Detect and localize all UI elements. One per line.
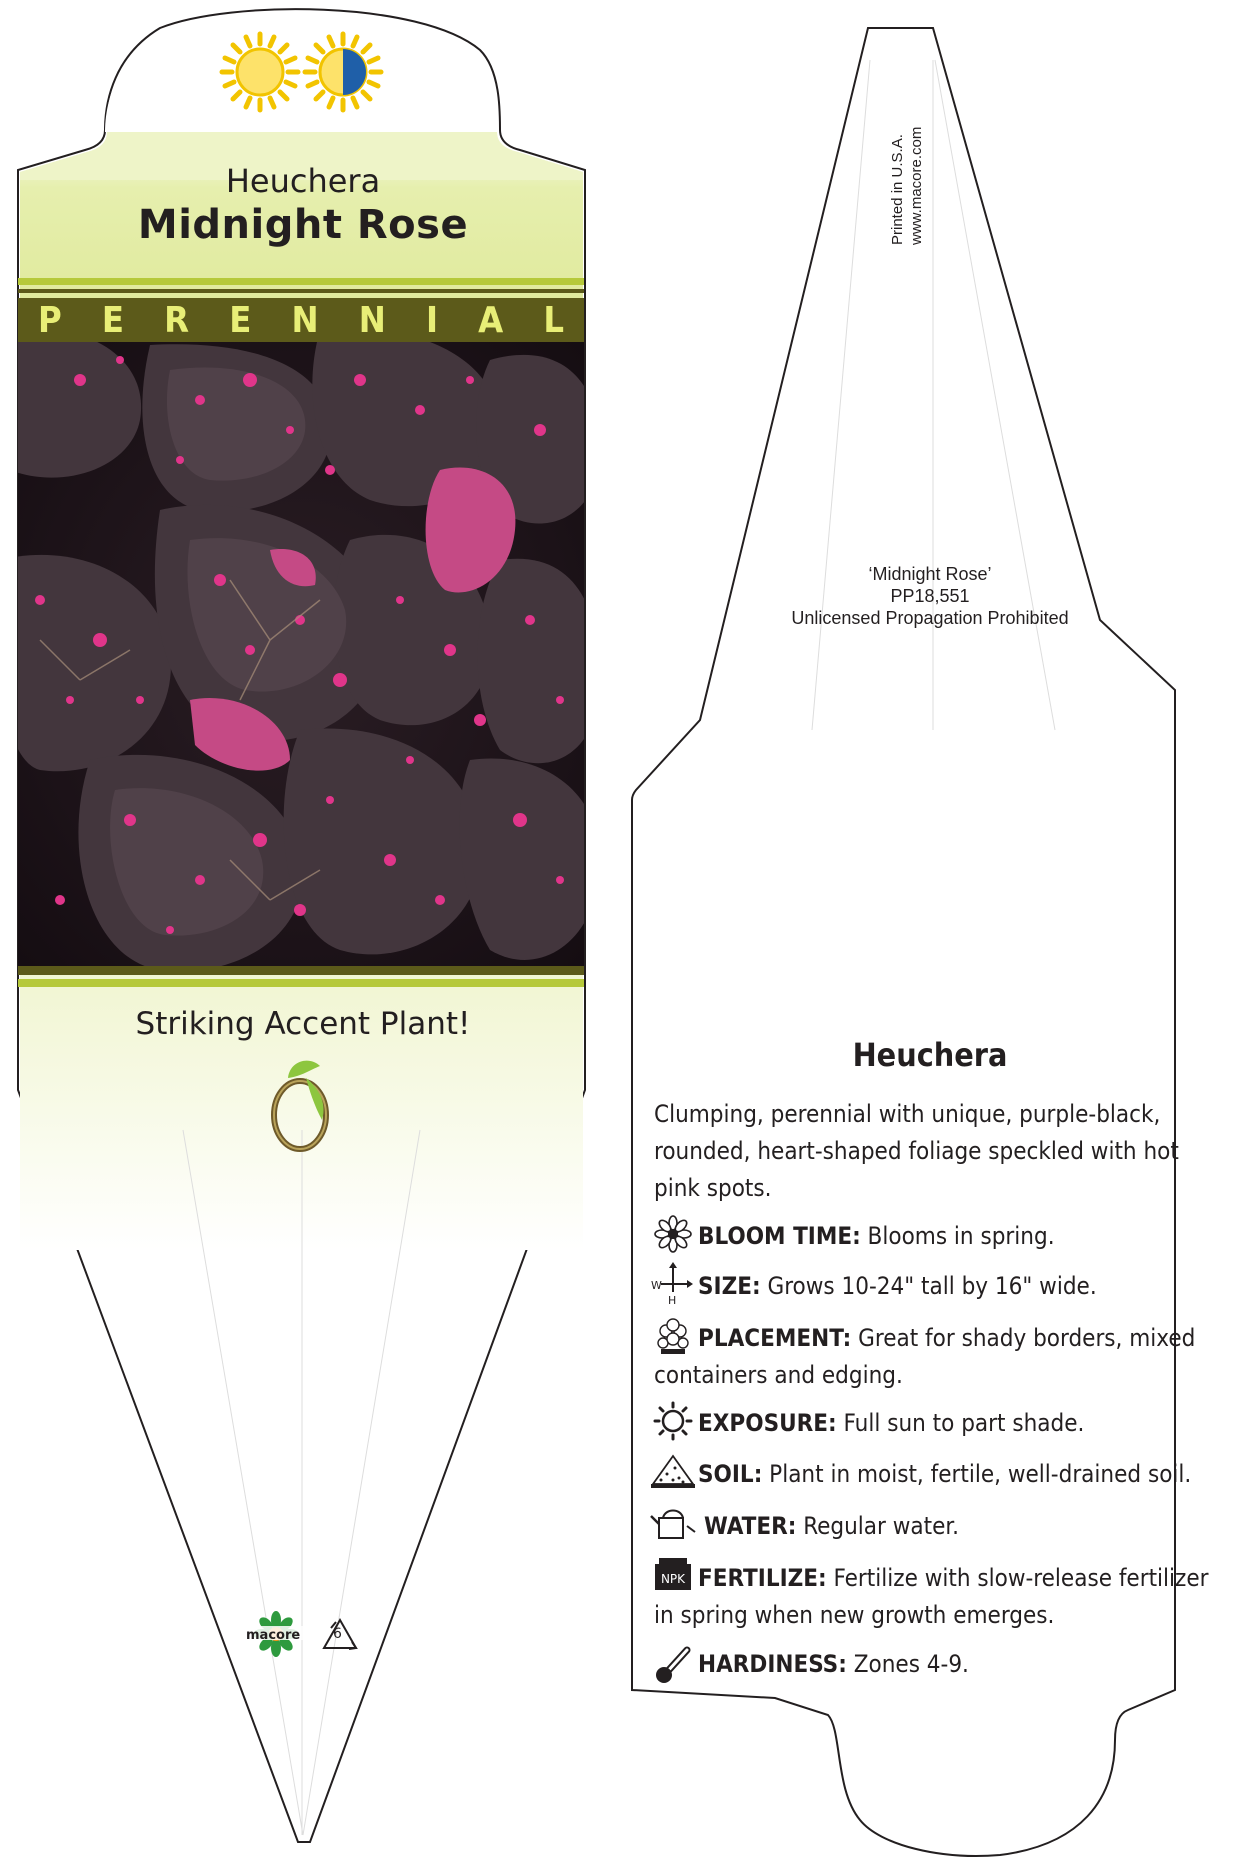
cultivar-name: Midnight Rose <box>137 202 469 248</box>
plant-photo <box>0 328 600 971</box>
info-bloom-time: BLOOM TIME: Blooms in spring. <box>698 1222 1055 1250</box>
tagline: Striking Accent Plant! <box>135 1006 471 1042</box>
category-letter: L <box>543 299 564 341</box>
part-shade-icon <box>305 34 381 110</box>
info-size: SIZE: Grows 10-24" tall by 16" wide. <box>698 1272 1097 1300</box>
genus-name: Heuchera <box>225 162 381 200</box>
patent-name: ‘Midnight Rose’ <box>868 564 992 584</box>
svg-text:W: W <box>651 1279 662 1292</box>
category-letter: E <box>229 299 252 341</box>
info-fertilize: FERTILIZE: Fertilize with slow-release fertilizer in spring when new growth emerges. <box>654 1564 1209 1629</box>
info-placement: PLACEMENT: Great for shady borders, mixed containers and edging. <box>654 1324 1196 1389</box>
category-letter: E <box>101 299 124 341</box>
patent-number: PP18,551 <box>890 586 970 606</box>
info-exposure: EXPOSURE: Full sun to part shade. <box>698 1409 1085 1437</box>
divider-stripe-top <box>18 278 584 285</box>
website: www.macore.com <box>908 126 925 245</box>
printed-notice <box>888 95 926 245</box>
category-letter: R <box>164 299 190 341</box>
svg-text:NPK: NPK <box>660 1572 686 1586</box>
category-letter: N <box>358 299 386 341</box>
printed-in: Printed in U.S.A. <box>889 134 906 245</box>
svg-text:H: H <box>668 1294 677 1307</box>
info-hardiness: HARDINESS: Zones 4-9. <box>698 1650 969 1678</box>
full-sun-icon <box>222 34 298 110</box>
category-band <box>18 298 584 342</box>
recycle-number: 6 <box>333 1626 342 1642</box>
category-letter: I <box>425 299 438 341</box>
info-water: WATER: Regular water. <box>704 1512 959 1540</box>
category-letter: N <box>291 299 319 341</box>
category-letter: P <box>38 299 62 341</box>
plant-heading: Heuchera <box>852 1036 1008 1074</box>
info-soil: SOIL: Plant in moist, fertile, well-drained soil. <box>698 1460 1192 1488</box>
category-letter: A <box>478 299 504 341</box>
patent-notice: Unlicensed Propagation Prohibited <box>791 608 1069 628</box>
brand-name: macore <box>246 1628 301 1643</box>
patent-block <box>760 563 1100 629</box>
plant-description: Clumping, perennial with unique, purple-black, rounded, heart-shaped foliage speckled with hot pink spots. <box>654 1100 1179 1202</box>
divider-stripe-bottom <box>18 966 584 975</box>
